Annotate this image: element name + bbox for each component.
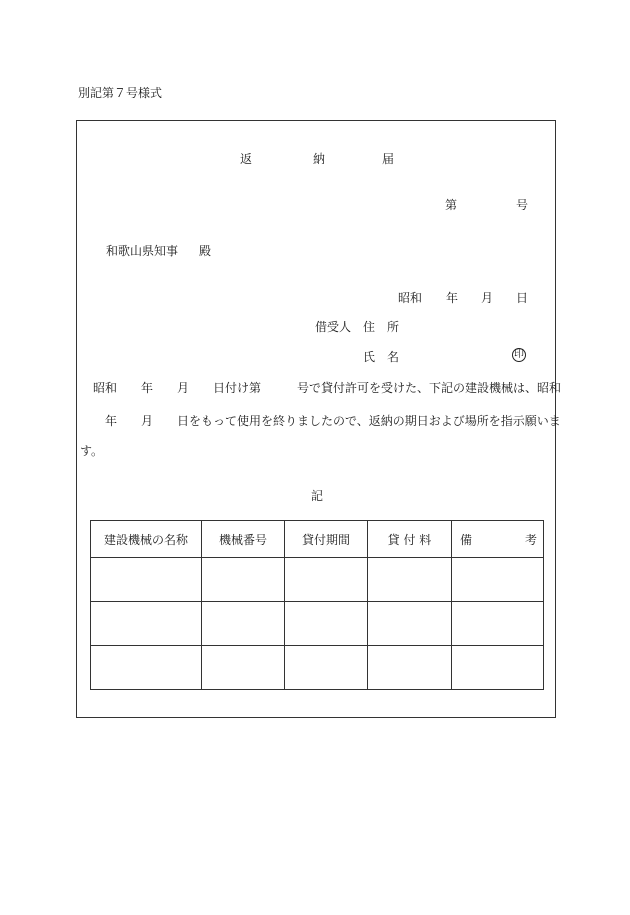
borrower-label: 借受人 bbox=[315, 320, 352, 334]
table-row bbox=[91, 646, 544, 690]
table-cell[interactable] bbox=[202, 558, 285, 602]
body-text-line-3: す。 bbox=[80, 444, 104, 458]
note-heading: 記 bbox=[311, 489, 324, 503]
table-cell[interactable] bbox=[202, 602, 285, 646]
form-number-label: 別記第７号様式 bbox=[78, 86, 163, 100]
header-machine-number: 機械番号 bbox=[202, 521, 285, 558]
table-cell[interactable] bbox=[368, 602, 452, 646]
body-text-line-1: 昭和 年 月 日付け第 号で貸付許可を受けた、下記の建設機械は、昭和 bbox=[93, 381, 562, 395]
addressee-honorific: 殿 bbox=[199, 244, 212, 258]
date-day-label: 日 bbox=[516, 291, 529, 305]
header-loan-period: 貸付期間 bbox=[285, 521, 368, 558]
table-cell[interactable] bbox=[91, 558, 202, 602]
table-header-row bbox=[91, 521, 544, 558]
title-char-2: 納 bbox=[313, 152, 326, 166]
table-cell[interactable] bbox=[285, 558, 368, 602]
seal-mark-icon: 印 bbox=[514, 349, 524, 360]
table-cell[interactable] bbox=[91, 646, 202, 690]
header-remarks-char-2: 考 bbox=[524, 532, 537, 547]
body-text-line-2: 年 月 日をもって使用を終りましたので、返納の期日および場所を指示願いま bbox=[93, 414, 561, 428]
address-label: 住 所 bbox=[363, 320, 400, 334]
table-cell[interactable] bbox=[285, 602, 368, 646]
table-cell[interactable] bbox=[452, 558, 544, 602]
table-cell[interactable] bbox=[91, 602, 202, 646]
header-remarks bbox=[452, 521, 544, 558]
table-cell[interactable] bbox=[368, 646, 452, 690]
table-cell[interactable] bbox=[452, 602, 544, 646]
doc-number-prefix: 第 bbox=[445, 198, 458, 212]
header-remarks-char-1: 備 bbox=[460, 532, 473, 547]
table-cell[interactable] bbox=[368, 558, 452, 602]
table-row bbox=[91, 602, 544, 646]
title-char-1: 返 bbox=[240, 152, 253, 166]
doc-number-suffix: 号 bbox=[516, 198, 529, 212]
table-cell[interactable] bbox=[202, 646, 285, 690]
name-label: 氏 名 bbox=[363, 350, 400, 364]
machinery-table bbox=[90, 520, 544, 690]
header-loan-fee: 貸 付 料 bbox=[368, 521, 452, 558]
header-machine-name: 建設機械の名称 bbox=[91, 521, 202, 558]
table-row bbox=[91, 558, 544, 602]
date-month-label: 月 bbox=[481, 291, 494, 305]
date-year-label: 年 bbox=[446, 291, 459, 305]
title-char-3: 届 bbox=[382, 152, 395, 166]
table-cell[interactable] bbox=[452, 646, 544, 690]
addressee-name: 和歌山県知事 bbox=[106, 244, 179, 258]
table-cell[interactable] bbox=[285, 646, 368, 690]
date-era: 昭和 bbox=[398, 291, 423, 305]
